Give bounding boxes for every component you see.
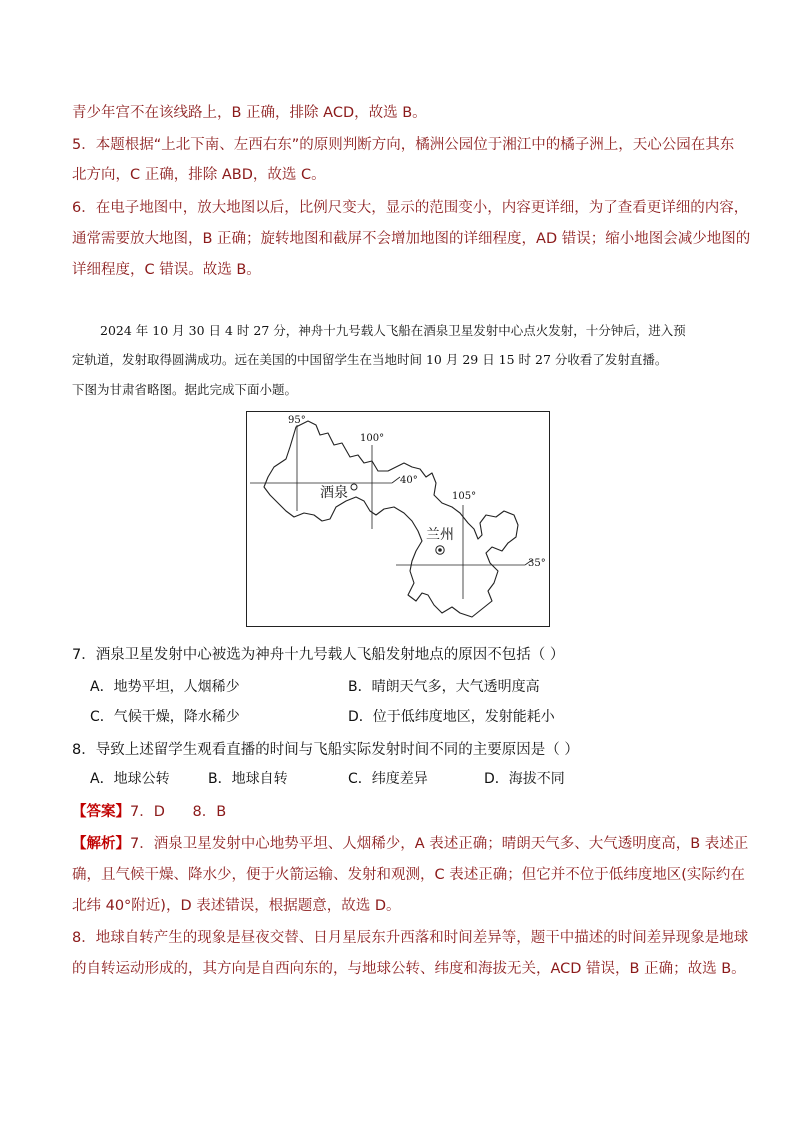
capital-marker-inner xyxy=(438,548,442,552)
q8-option-a: A．地球公转 xyxy=(90,771,170,787)
city-lanzhou-label: 兰州 xyxy=(426,527,454,543)
q5-explanation-line: 5．本题根据“上北下南、左西右东”的原则判断方向，橘洲公园位于湘江中的橘子洲上，天心公园在其东 xyxy=(72,137,735,153)
q8-stem: 8．导致上述留学生观看直播的时间与飞船实际发射时间不同的主要原因是（ ） xyxy=(72,742,579,758)
analysis-line: 确，且气候干燥、降水少，便于火箭运输、发射和观测，C 表述正确；但它并不位于低纬度地区(实际约在 xyxy=(72,867,745,883)
q7-option-a: A．地势平坦，人烟稀少 xyxy=(90,679,240,695)
q8-option-c: C．纬度差异 xyxy=(348,771,428,787)
lon-105-label: 105° xyxy=(452,491,477,502)
analysis-text: 7．酒泉卫星发射中心地势平坦、人烟稀少，A 表述正确；晴朗天气多、大气透明度高，B 表述正 xyxy=(130,836,749,852)
lat-35-label: 35° xyxy=(528,558,546,569)
q6-explanation-line: 6．在电子地图中，放大地图以后，比例尺变大，显示的范围变小，内容更详细，为了查看更详细的内容， xyxy=(72,200,749,216)
answer-tag: 【答案】 xyxy=(72,804,130,820)
passage-line: 定轨道，发射取得圆满成功。远在美国的中国留学生在当地时间 10 月 29 日 15 时 27 分收看了发射直播。 xyxy=(72,352,668,367)
lat-40-label: 40° xyxy=(400,475,418,486)
q6-explanation-line: 详细程度，C 错误。故选 B。 xyxy=(72,262,261,278)
analysis-line: 北纬 40°附近)，D 表述错误，根据题意，故选 D。 xyxy=(72,898,401,914)
city-jiuquan-marker xyxy=(351,484,357,490)
gansu-map xyxy=(246,411,550,627)
analysis-tag: 【解析】 xyxy=(72,836,130,852)
passage-line: 2024 年 10 月 30 日 4 时 27 分，神舟十九号载人飞船在酒泉卫星发射中心点火发射，十分钟后，进入预 xyxy=(100,323,686,338)
q6-explanation-line: 通常需要放大地图，B 正确；旋转地图和截屏不会增加地图的详细程度，AD 错误；缩小地图会减少地图的 xyxy=(72,231,751,247)
analysis-q8-line: 8．地球自转产生的现象是昼夜交替、日月星辰东升西落和时间差异等，题干中描述的时间差异现象是地球 xyxy=(72,930,749,946)
passage-line: 下图为甘肃省略图。据此完成下面小题。 xyxy=(72,382,298,397)
answer-text: 7．D 8．B xyxy=(130,804,227,820)
q7-option-c: C．气候干燥，降水稀少 xyxy=(90,709,240,725)
q7-option-d: D．位于低纬度地区，发射能耗小 xyxy=(348,709,555,725)
q7-stem: 7．酒泉卫星发射中心被选为神舟十九号载人飞船发射地点的原因不包括（ ） xyxy=(72,647,565,663)
analysis-q8-line: 的自转运动形成的，其方向是自西向东的，与地球公转、纬度和海拔无关，ACD 错误，B 正确；故选 B。 xyxy=(72,961,746,977)
explanation-line: 青少年宫不在该线路上，B 正确，排除 ACD，故选 B。 xyxy=(72,105,427,121)
answer-line xyxy=(72,800,226,821)
analysis-line xyxy=(72,832,748,853)
city-jiuquan-label: 酒泉 xyxy=(320,485,348,501)
q8-option-b: B．地球自转 xyxy=(208,771,288,787)
q5-explanation-line: 北方向，C 正确，排除 ABD，故选 C。 xyxy=(72,167,326,183)
map-frame xyxy=(247,412,550,627)
q7-option-b: B．晴朗天气多，大气透明度高 xyxy=(348,679,540,695)
q8-option-d: D．海拔不同 xyxy=(484,771,565,787)
lon-100-label: 100° xyxy=(360,433,385,444)
lon-95-label: 95° xyxy=(288,415,306,426)
